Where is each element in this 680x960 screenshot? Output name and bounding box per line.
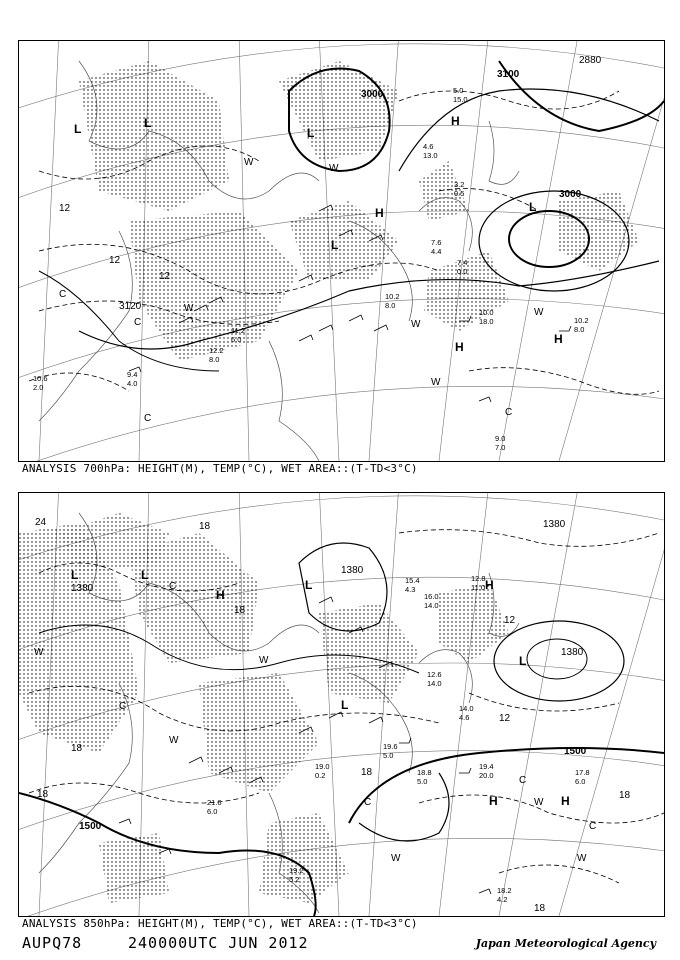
station-plot bbox=[459, 704, 474, 722]
map-panel-700hpa bbox=[18, 40, 665, 462]
svg-text:7.6: 7.6 bbox=[431, 238, 442, 247]
warm-mark: W bbox=[534, 307, 544, 318]
low-pressure-label: L bbox=[74, 122, 82, 136]
warm-mark: W bbox=[244, 157, 254, 168]
svg-text:10.2: 10.2 bbox=[574, 316, 589, 325]
station-plot bbox=[453, 86, 468, 104]
station-plot bbox=[315, 762, 330, 780]
station-plot bbox=[479, 308, 494, 326]
svg-text:4.6: 4.6 bbox=[459, 713, 470, 722]
contour-label: 1500 bbox=[79, 821, 102, 832]
svg-text:4.0: 4.0 bbox=[127, 379, 138, 388]
contour-label: 12 bbox=[59, 203, 71, 214]
svg-text:4.4: 4.4 bbox=[431, 247, 442, 256]
warm-mark: W bbox=[34, 647, 44, 658]
svg-text:2.0: 2.0 bbox=[33, 383, 44, 392]
contour-label: 18 bbox=[199, 521, 211, 532]
svg-text:13.0: 13.0 bbox=[423, 151, 438, 160]
svg-text:11.0: 11.0 bbox=[471, 583, 486, 592]
contour-label: 18 bbox=[71, 743, 83, 754]
station-plot bbox=[457, 258, 467, 276]
svg-text:4.6: 4.6 bbox=[423, 142, 434, 151]
svg-text:9.0: 9.0 bbox=[495, 434, 506, 443]
low-pressure-label: L bbox=[341, 698, 349, 712]
cold-mark: C bbox=[134, 317, 142, 328]
station-plot bbox=[574, 316, 589, 334]
low-pressure-label: L bbox=[529, 200, 537, 214]
svg-text:8.0: 8.0 bbox=[209, 355, 220, 364]
svg-text:18.2: 18.2 bbox=[497, 886, 512, 895]
cold-mark: C bbox=[519, 775, 527, 786]
cold-mark: C bbox=[364, 797, 372, 808]
station-plot bbox=[479, 762, 494, 780]
svg-text:15.4: 15.4 bbox=[405, 576, 420, 585]
warm-mark: W bbox=[391, 853, 401, 864]
cold-mark: C bbox=[144, 413, 152, 424]
station-plot bbox=[424, 592, 439, 610]
station-plot bbox=[471, 574, 486, 592]
svg-text:0.0: 0.0 bbox=[457, 267, 468, 276]
svg-text:4.3: 4.3 bbox=[405, 585, 416, 594]
station-plot bbox=[127, 370, 137, 388]
svg-text:7.4: 7.4 bbox=[457, 258, 468, 267]
low-pressure-label: L bbox=[305, 578, 313, 592]
svg-text:19.0: 19.0 bbox=[315, 762, 330, 771]
warm-mark: W bbox=[577, 853, 587, 864]
contour-label: 3120 bbox=[119, 301, 142, 312]
svg-text:18.0: 18.0 bbox=[479, 317, 494, 326]
contour-label: 12 bbox=[109, 255, 121, 266]
svg-text:9.4: 9.4 bbox=[127, 370, 138, 379]
svg-text:17.8: 17.8 bbox=[575, 768, 590, 777]
cold-mark: C bbox=[505, 407, 513, 418]
svg-text:18.8: 18.8 bbox=[417, 768, 432, 777]
station-plot bbox=[385, 292, 400, 310]
low-pressure-label: L bbox=[331, 238, 339, 252]
contour-label: 1380 bbox=[71, 583, 94, 594]
svg-text:0.5: 0.5 bbox=[454, 189, 465, 198]
svg-text:5.2: 5.2 bbox=[289, 875, 300, 884]
svg-text:6.0: 6.0 bbox=[575, 777, 586, 786]
high-pressure-label: H bbox=[455, 340, 464, 354]
contour-label: 12 bbox=[499, 713, 511, 724]
svg-text:19.4: 19.4 bbox=[479, 762, 494, 771]
cold-mark: C bbox=[119, 701, 127, 712]
station-plot bbox=[417, 768, 432, 786]
station-plot bbox=[575, 768, 590, 786]
high-pressure-label: H bbox=[216, 588, 225, 602]
svg-text:15.0: 15.0 bbox=[453, 95, 468, 104]
warm-mark: W bbox=[184, 303, 194, 314]
svg-text:10.6: 10.6 bbox=[33, 374, 48, 383]
wet-areas bbox=[19, 513, 509, 903]
contour-label: 3000 bbox=[559, 189, 582, 200]
cold-mark: C bbox=[589, 821, 597, 832]
agency-credit: Japan Meteorological Agency bbox=[475, 937, 656, 950]
high-pressure-label: H bbox=[554, 332, 563, 346]
svg-text:7.0: 7.0 bbox=[495, 443, 506, 452]
svg-text:14.0: 14.0 bbox=[427, 679, 442, 688]
svg-text:4.2: 4.2 bbox=[497, 895, 508, 904]
svg-text:10.0: 10.0 bbox=[479, 308, 494, 317]
svg-text:12.8: 12.8 bbox=[471, 574, 486, 583]
station-plot bbox=[207, 798, 222, 816]
station-plot bbox=[495, 434, 505, 452]
station-plot bbox=[423, 142, 438, 160]
low-pressure-label: L bbox=[144, 116, 152, 130]
map-850hpa-chart bbox=[19, 493, 664, 916]
svg-text:5.0: 5.0 bbox=[383, 751, 394, 760]
high-pressure-label: H bbox=[485, 578, 494, 592]
svg-text:5.0: 5.0 bbox=[417, 777, 428, 786]
contour-label: 18 bbox=[361, 767, 373, 778]
svg-text:3.2: 3.2 bbox=[454, 180, 465, 189]
svg-text:14.0: 14.0 bbox=[424, 601, 439, 610]
station-plot bbox=[454, 180, 464, 198]
svg-text:11.2: 11.2 bbox=[231, 326, 246, 335]
contour-label: 1380 bbox=[341, 565, 364, 576]
contour-label: 18 bbox=[37, 789, 49, 800]
contour-label: 12 bbox=[504, 615, 516, 626]
station-plot bbox=[383, 742, 398, 760]
svg-text:5.0: 5.0 bbox=[453, 86, 464, 95]
station-plot bbox=[431, 238, 441, 256]
valid-time: 240000UTC JUN 2012 bbox=[128, 934, 309, 952]
low-pressure-label: L bbox=[71, 568, 79, 582]
contour-label: 2880 bbox=[579, 55, 602, 66]
svg-text:8.0: 8.0 bbox=[574, 325, 585, 334]
contour-label: 1500 bbox=[564, 746, 587, 757]
high-pressure-label: H bbox=[375, 206, 384, 220]
contour-label: 1380 bbox=[561, 647, 584, 658]
contour-label: 12 bbox=[159, 271, 171, 282]
caption-700hpa: ANALYSIS 700hPa: HEIGHT(M), TEMP(°C), WET AREA::(T-TD<3°C) bbox=[22, 462, 418, 475]
station-plot bbox=[497, 886, 512, 904]
caption-850hpa: ANALYSIS 850hPa: HEIGHT(M), TEMP(°C), WET AREA::(T-TD<3°C) bbox=[22, 917, 418, 930]
warm-mark: W bbox=[329, 163, 339, 174]
warm-mark: W bbox=[411, 319, 421, 330]
svg-text:6.0: 6.0 bbox=[207, 807, 218, 816]
svg-text:19.2: 19.2 bbox=[289, 866, 304, 875]
contour-label: 18 bbox=[619, 790, 631, 801]
svg-text:14.0: 14.0 bbox=[459, 704, 474, 713]
map-700hpa-chart bbox=[19, 41, 664, 461]
svg-text:19.6: 19.6 bbox=[383, 742, 398, 751]
low-pressure-label: L bbox=[307, 126, 315, 140]
high-pressure-label: H bbox=[561, 794, 570, 808]
contour-label: 18 bbox=[234, 605, 246, 616]
svg-text:6.0: 6.0 bbox=[231, 335, 242, 344]
cold-mark: C bbox=[169, 581, 177, 592]
low-pressure-label: L bbox=[141, 568, 149, 582]
chart-id: AUPQ78 bbox=[22, 934, 83, 952]
warm-mark: W bbox=[169, 735, 179, 746]
contour-label: 3000 bbox=[361, 89, 384, 100]
contour-label: 3100 bbox=[497, 69, 520, 80]
station-plot bbox=[209, 346, 224, 364]
station-plot bbox=[427, 670, 442, 688]
contour-label: 1380 bbox=[543, 519, 566, 530]
warm-mark: W bbox=[534, 797, 544, 808]
cold-mark: C bbox=[59, 289, 67, 300]
contour-label: 18 bbox=[534, 903, 546, 914]
high-pressure-label: H bbox=[489, 794, 498, 808]
svg-text:16.0: 16.0 bbox=[424, 592, 439, 601]
contour-label: 24 bbox=[35, 517, 47, 528]
svg-text:0.2: 0.2 bbox=[315, 771, 326, 780]
low-pressure-label: L bbox=[519, 654, 527, 668]
station-plot bbox=[33, 374, 48, 392]
station-plot bbox=[405, 576, 420, 594]
svg-text:20.0: 20.0 bbox=[479, 771, 494, 780]
svg-text:8.0: 8.0 bbox=[385, 301, 396, 310]
warm-mark: W bbox=[431, 377, 441, 388]
warm-mark: W bbox=[259, 655, 269, 666]
svg-text:12.6: 12.6 bbox=[427, 670, 442, 679]
svg-text:10.2: 10.2 bbox=[385, 292, 400, 301]
high-pressure-label: H bbox=[451, 114, 460, 128]
map-panel-850hpa bbox=[18, 492, 665, 917]
svg-text:21.6: 21.6 bbox=[207, 798, 222, 807]
svg-text:12.2: 12.2 bbox=[209, 346, 224, 355]
